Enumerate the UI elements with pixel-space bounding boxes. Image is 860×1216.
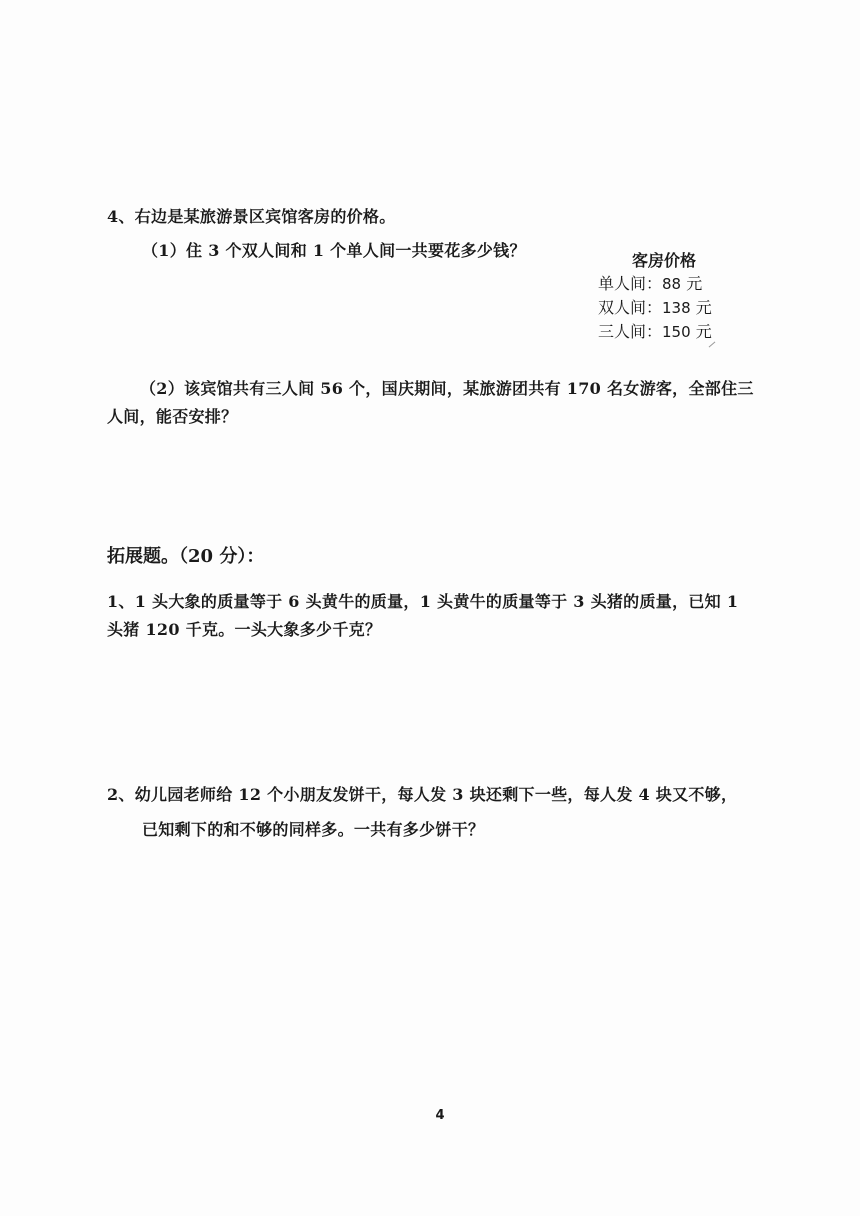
price-label: 三人间： — [598, 322, 663, 341]
price-unit: 元 — [690, 298, 712, 317]
page-number: 4 — [435, 1108, 445, 1123]
price-table-title: 客房价格 — [632, 251, 697, 270]
price-label: 双人间： — [598, 298, 663, 317]
price-row-single — [598, 272, 738, 296]
price-value: 150 — [662, 323, 691, 341]
question-4-part-2-line-1: （2）该宾馆共有三人间 56 个，国庆期间，某旅游团共有 170 名女游客，全部住三 — [140, 379, 754, 398]
price-value: 138 — [662, 299, 691, 317]
question-4-part-2-line-2: 人间，能否安排？ — [107, 407, 238, 426]
price-value: 88 — [662, 275, 682, 293]
extension-problem-1-line-2: 头猪 120 千克。一头大象多少千克？ — [107, 620, 382, 639]
price-row-double — [598, 296, 738, 320]
extension-problem-1-line-1: 1、1 头大象的质量等于 6 头黄牛的质量，1 头黄牛的质量等于 3 头猪的质量，已知 1 — [107, 592, 739, 611]
question-4-part-1: （1）住 3 个双人间和 1 个单人间一共要花多少钱？ — [142, 241, 526, 260]
price-row-triple — [598, 320, 738, 344]
extension-problem-2-line-1: 2、幼儿园老师给 12 个小朋友发饼干，每人发 3 块还剩下一些，每人发 4 块又不够， — [107, 785, 738, 804]
room-price-table — [598, 250, 738, 344]
extension-section-heading: 拓展题。（20 分）： — [107, 546, 265, 567]
extension-problem-2-line-2: 已知剩下的和不够的同样多。一共有多少饼干？ — [142, 820, 485, 839]
price-unit: 元 — [681, 274, 703, 293]
price-label: 单人间： — [598, 274, 663, 293]
question-4-heading: 4、右边是某旅游景区宾馆客房的价格。 — [107, 207, 396, 226]
price-unit: 元 — [690, 322, 712, 341]
